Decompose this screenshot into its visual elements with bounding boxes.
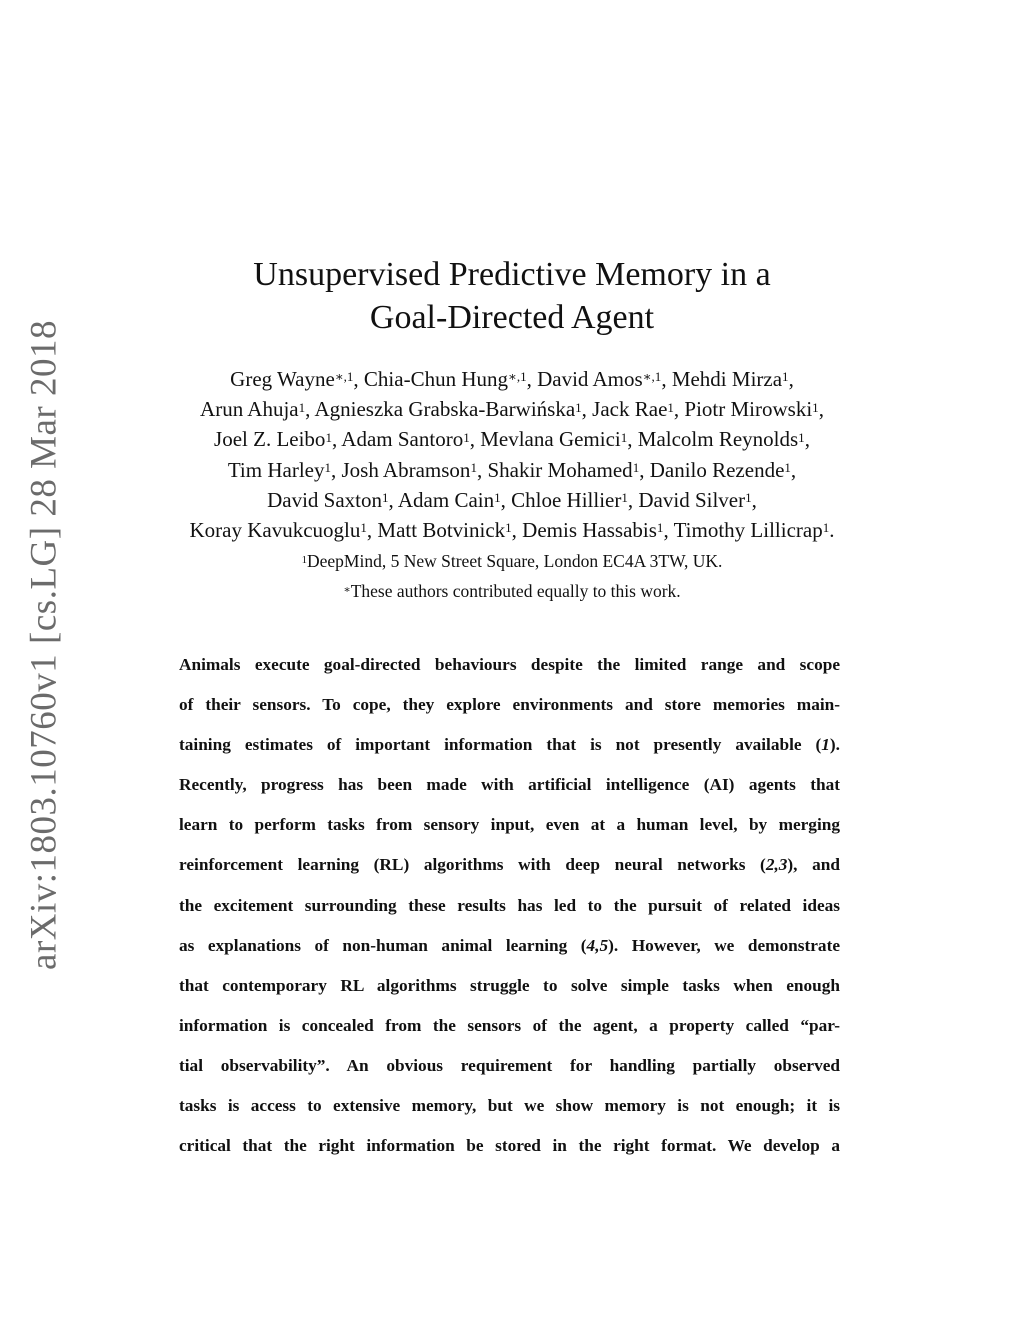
author-affiliation-marker: 1 (505, 520, 512, 536)
abstract-line: as explanations of non-human animal learning (4,5). However, we demonstrate (179, 935, 840, 955)
author-name: Danilo Rezende (649, 457, 785, 482)
author-name: Agnieszka Grabska-Barwińska (314, 397, 576, 422)
equal-contribution-marker: ∗ (343, 584, 351, 597)
title-line: Goal-Directed Agent (369, 299, 655, 336)
paper-title (0, 253, 1024, 339)
abstract-line: that contemporary RL algorithms struggle to solve simple tasks when enough (179, 975, 840, 995)
abstract-line: tasks is access to extensive memory, but we show memory is not enough; it is (179, 1096, 840, 1116)
author-name: Matt Botvinick (377, 518, 506, 543)
author-name: Mevlana Gemici (480, 427, 621, 452)
abstract-line: the excitement surrounding these results has led to the pursuit of related ideas (179, 895, 840, 915)
author-name: Chia-Chun Hung (363, 367, 508, 391)
abstract-line: learn to perform tasks from sensory input, even at a human level, by merging (179, 815, 840, 835)
equal-contribution-text: These authors contributed equally to this work. (350, 581, 681, 601)
author-affiliation-marker: ∗,1 (508, 369, 527, 385)
affiliation-text: DeepMind, 5 New Street Square, London EC4A 3TW, UK. (307, 551, 723, 571)
author-name: Adam Cain (397, 487, 495, 512)
author-name: David Silver (638, 487, 746, 512)
abstract-line: critical that the right information be stored in the right format. We develop a (179, 1136, 840, 1156)
author-affiliation-marker: 1 (656, 520, 664, 536)
author-affiliation-marker: 1 (632, 460, 640, 476)
author-affiliation-marker: 1 (382, 490, 389, 506)
author-affiliation-marker: 1 (298, 399, 306, 415)
author-name: Adam Santoro (341, 427, 464, 452)
author-affiliation-marker: 1 (621, 490, 628, 506)
arxiv-stamp: arXiv:1803.10760v1 [cs.LG] 28 Mar 2018 (23, 320, 65, 970)
abstract-line: of their sensors. To cope, they explore environments and store memories main- (179, 695, 840, 715)
author-line: David Saxton$^1$, Adam Cain$^1$, Chloe Hillier$^1$, David Silver$^1$, (267, 487, 757, 512)
author-affiliation-marker: 1 (784, 460, 791, 476)
abstract-line: reinforcement learning (RL) algorithms with deep neural networks (2,3), and (179, 855, 840, 875)
author-affiliation-marker: 1 (822, 520, 830, 536)
author-affiliation-marker: 1 (745, 490, 752, 506)
author-line: Greg Wayne$^{∗,1}$, Chia-Chun Hung$^{∗,1}$, David Amos$^{∗,1}$, Mehdi Mirza$^1$, (230, 367, 794, 391)
author-name: Malcolm Reynolds (637, 427, 799, 452)
author-affiliation-marker: ∗,1 (642, 369, 662, 385)
author-affiliation-marker: 1 (575, 399, 582, 415)
author-affiliation-marker: 1 (812, 399, 819, 415)
author-affiliation-marker: 1 (463, 429, 470, 445)
author-name: Joel Z. Leibo (214, 427, 326, 452)
author-affiliation-marker: 1 (494, 490, 501, 506)
author-name: Arun Ahuja (200, 397, 299, 422)
author-name: Mehdi Mirza (671, 367, 783, 391)
abstract-line: information is concealed from the sensors of the agent, a property called “par- (179, 1015, 840, 1035)
abstract-line: tial observability”. An obvious requirement for handling partially observed (179, 1055, 840, 1075)
author-name: Shakir Mohamed (487, 457, 633, 482)
author-name: Tim Harley (227, 457, 325, 482)
author-affiliation-marker: 1 (360, 520, 367, 536)
author-name: David Saxton (267, 487, 383, 512)
author-affiliation-marker: 1 (470, 460, 477, 476)
author-name: Piotr Mirowski (684, 397, 813, 422)
author-name: David Amos (537, 367, 643, 391)
author-line: Koray Kavukcuoglu$^1$, Matt Botvinick$^1$, Demis Hassabis$^1$, Timothy Lillicrap$^1$. (189, 518, 835, 543)
affiliation-line (0, 546, 1024, 576)
equal-contribution-note (0, 576, 1024, 606)
author-name: Chloe Hillier (511, 487, 622, 512)
author-affiliation-marker: 1 (325, 429, 332, 445)
abstract-line: Animals execute goal-directed behaviours despite the limited range and scope (179, 655, 840, 674)
author-name: Timothy Lillicrap (673, 518, 823, 543)
abstract-line: Recently, progress has been made with artificial intelligence (AI) agents that (179, 775, 840, 795)
author-line: Tim Harley$^1$, Josh Abramson$^1$, Shakir Mohamed$^1$, Danilo Rezende$^1$, (227, 457, 797, 482)
affiliation-marker: 1 (301, 554, 307, 567)
abstract-line: taining estimates of important information that is not presently available (1). (179, 735, 840, 755)
author-line: Joel Z. Leibo$^1$, Adam Santoro$^1$, Mevlana Gemici$^1$, Malcolm Reynolds$^1$, (214, 427, 810, 452)
author-affiliation-marker: 1 (620, 429, 628, 445)
author-list (0, 364, 1024, 545)
title-line: Unsupervised Predictive Memory in a (253, 256, 771, 293)
author-affiliation-marker: 1 (667, 399, 674, 415)
author-name: Jack Rae (592, 397, 668, 422)
author-affiliation-marker: ∗,1 (334, 369, 354, 385)
author-name: Demis Hassabis (522, 518, 657, 543)
author-affiliation-marker: 1 (324, 460, 331, 476)
author-line: Arun Ahuja$^1$, Agnieszka Grabska-Barwińska$^1$, Jack Rae$^1$, Piotr Mirowski$^1$, (200, 397, 824, 422)
author-affiliation-marker: 1 (782, 369, 789, 385)
author-name: Greg Wayne (230, 367, 335, 391)
affiliations (0, 546, 1024, 606)
abstract (179, 645, 840, 1166)
author-name: Josh Abramson (341, 457, 471, 482)
author-affiliation-marker: 1 (798, 429, 805, 445)
author-name: Koray Kavukcuoglu (189, 518, 361, 543)
